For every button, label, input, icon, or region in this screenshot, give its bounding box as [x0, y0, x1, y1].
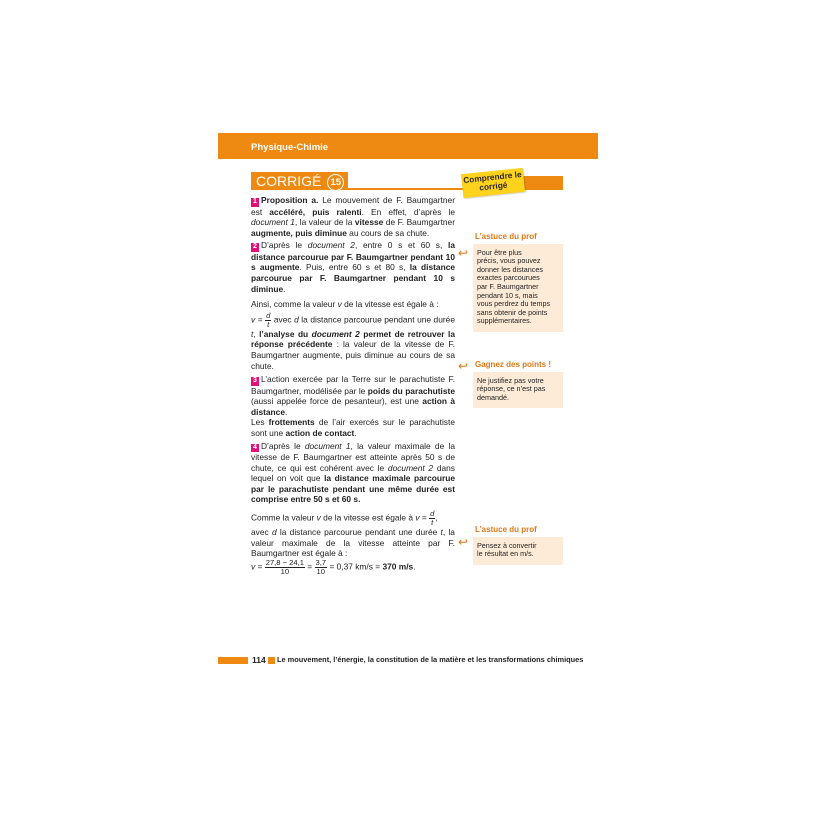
- answer-2-formula: v = $\frac{d}{t}$ avec d la distance parcourue pendant une durée t, l’analyse du document 2 permet de retrouver la réponse précédente : la valeur de la vitesse de F. Baumgartner augmente, puis diminue au cours de sa chute.: [251, 310, 456, 371]
- answer-3-friction: Les frottements de l’air exercés sur le parachutiste sont une action de contact.: [251, 417, 455, 438]
- answer-2: 2 D’après le document 2, entre 0 s et 60 s, la distance parcourue par F. Baumgartner pendant 10 s augmente. Puis, entre 60 s et 80 s, la distance parcourue par F. Baumgartner pendant 10 s diminue.: [251, 240, 456, 294]
- tip-body: Ne justifiez pas votre réponse, ce n’est pas demandé.: [477, 375, 546, 402]
- tip-arrow-icon: ↩: [458, 246, 469, 260]
- subject-title: Physique-Chimie: [251, 142, 329, 153]
- answer-4-formula: Comme la valeur v de la vitesse est égale à v = $\frac{d}{t}$ ,: [251, 509, 438, 528]
- answer-2-analysis: Ainsi, comme la valeur v de la vitesse est égale à :: [251, 299, 439, 310]
- fraction-result: $\frac{3,7}{10}$: [315, 557, 327, 576]
- question-number-badge: 1: [251, 198, 259, 207]
- corrige-number: 15: [327, 174, 344, 191]
- question-number-badge: 4: [251, 444, 259, 453]
- tip-title: L’astuce du prof: [473, 525, 563, 538]
- footer-square: [268, 657, 275, 664]
- tip-gagnez-points: [473, 360, 563, 408]
- fraction-distance: $\frac{27,8 - 24,1}{10}$: [265, 557, 304, 576]
- footer-bar: [218, 657, 248, 664]
- fraction-d-over-t: $\frac{d}{t}$: [266, 310, 271, 329]
- page-number: 114: [252, 655, 266, 665]
- answer-1: 1 Proposition a. Le mouvement de F. Baumgartner est accéléré, puis ralenti. En effet, d’après le document 1, la valeur de la vitesse de F. Baumgartner augmente, puis diminue au cours de sa chute.: [251, 195, 456, 238]
- tip-title: L’astuce du prof: [473, 232, 563, 245]
- answer-column: [251, 195, 455, 576]
- header-band: [218, 133, 598, 159]
- tip-title: Gagnez des points !: [473, 360, 563, 373]
- comprendre-sticker: Comprendre le corrigé: [461, 168, 525, 198]
- question-number-badge: 2: [251, 243, 259, 252]
- fraction-d-over-t: $\frac{d}{t}$: [430, 509, 435, 528]
- answer-4-definition: avec d la distance parcourue pendant une durée t, la valeur maximale de la vitesse atteinte par F. Baumgartner est égale à :: [251, 527, 455, 559]
- title-underline: [330, 188, 563, 190]
- tip-astuce-1: [473, 232, 563, 332]
- question-number-badge: 3: [251, 377, 259, 386]
- corrige-title: [251, 172, 348, 190]
- tip-body: Pensez à convertir le résultat en m/s.: [477, 540, 537, 559]
- answer-4-calculation: v = $\frac{27,8 - 24,1}{10}$ = $\frac{3,7}{10}$ = 0,37 km/s = 370 m/s.: [251, 557, 416, 576]
- footer-chapter-title: Le mouvement, l’énergie, la constitution de la matière et les transformations chimiques: [277, 655, 584, 664]
- tip-body: Pour être plus précis, vous pouvez donner les distances exactes parcourues par F. Baumgartner pendant 10 s, mais vous perdrez du temps sans obtenir de points supplémentaires.: [477, 247, 551, 326]
- tip-arrow-icon: ↩: [458, 359, 469, 373]
- tip-astuce-2: [473, 525, 563, 565]
- answer-3: 3 L’action exercée par la Terre sur le parachutiste F. Baumgartner, modélisée par le poids du parachutiste (aussi appelée force de pesanteur), est une action à distance.: [251, 374, 455, 417]
- tip-arrow-icon: ↩: [458, 535, 469, 549]
- answer-4: 4 D’après le document 1, la valeur maximale de la vitesse de F. Baumgartner est atteinte après 50 s de chute, ce qui est cohérent avec le document 2 dans lequel on voit que la distance maximale parcourue par le parachutiste pendant une même durée est comprise entre 50 s et 60 s.: [251, 440, 456, 505]
- corrige-label: CORRIGÉ: [256, 173, 322, 189]
